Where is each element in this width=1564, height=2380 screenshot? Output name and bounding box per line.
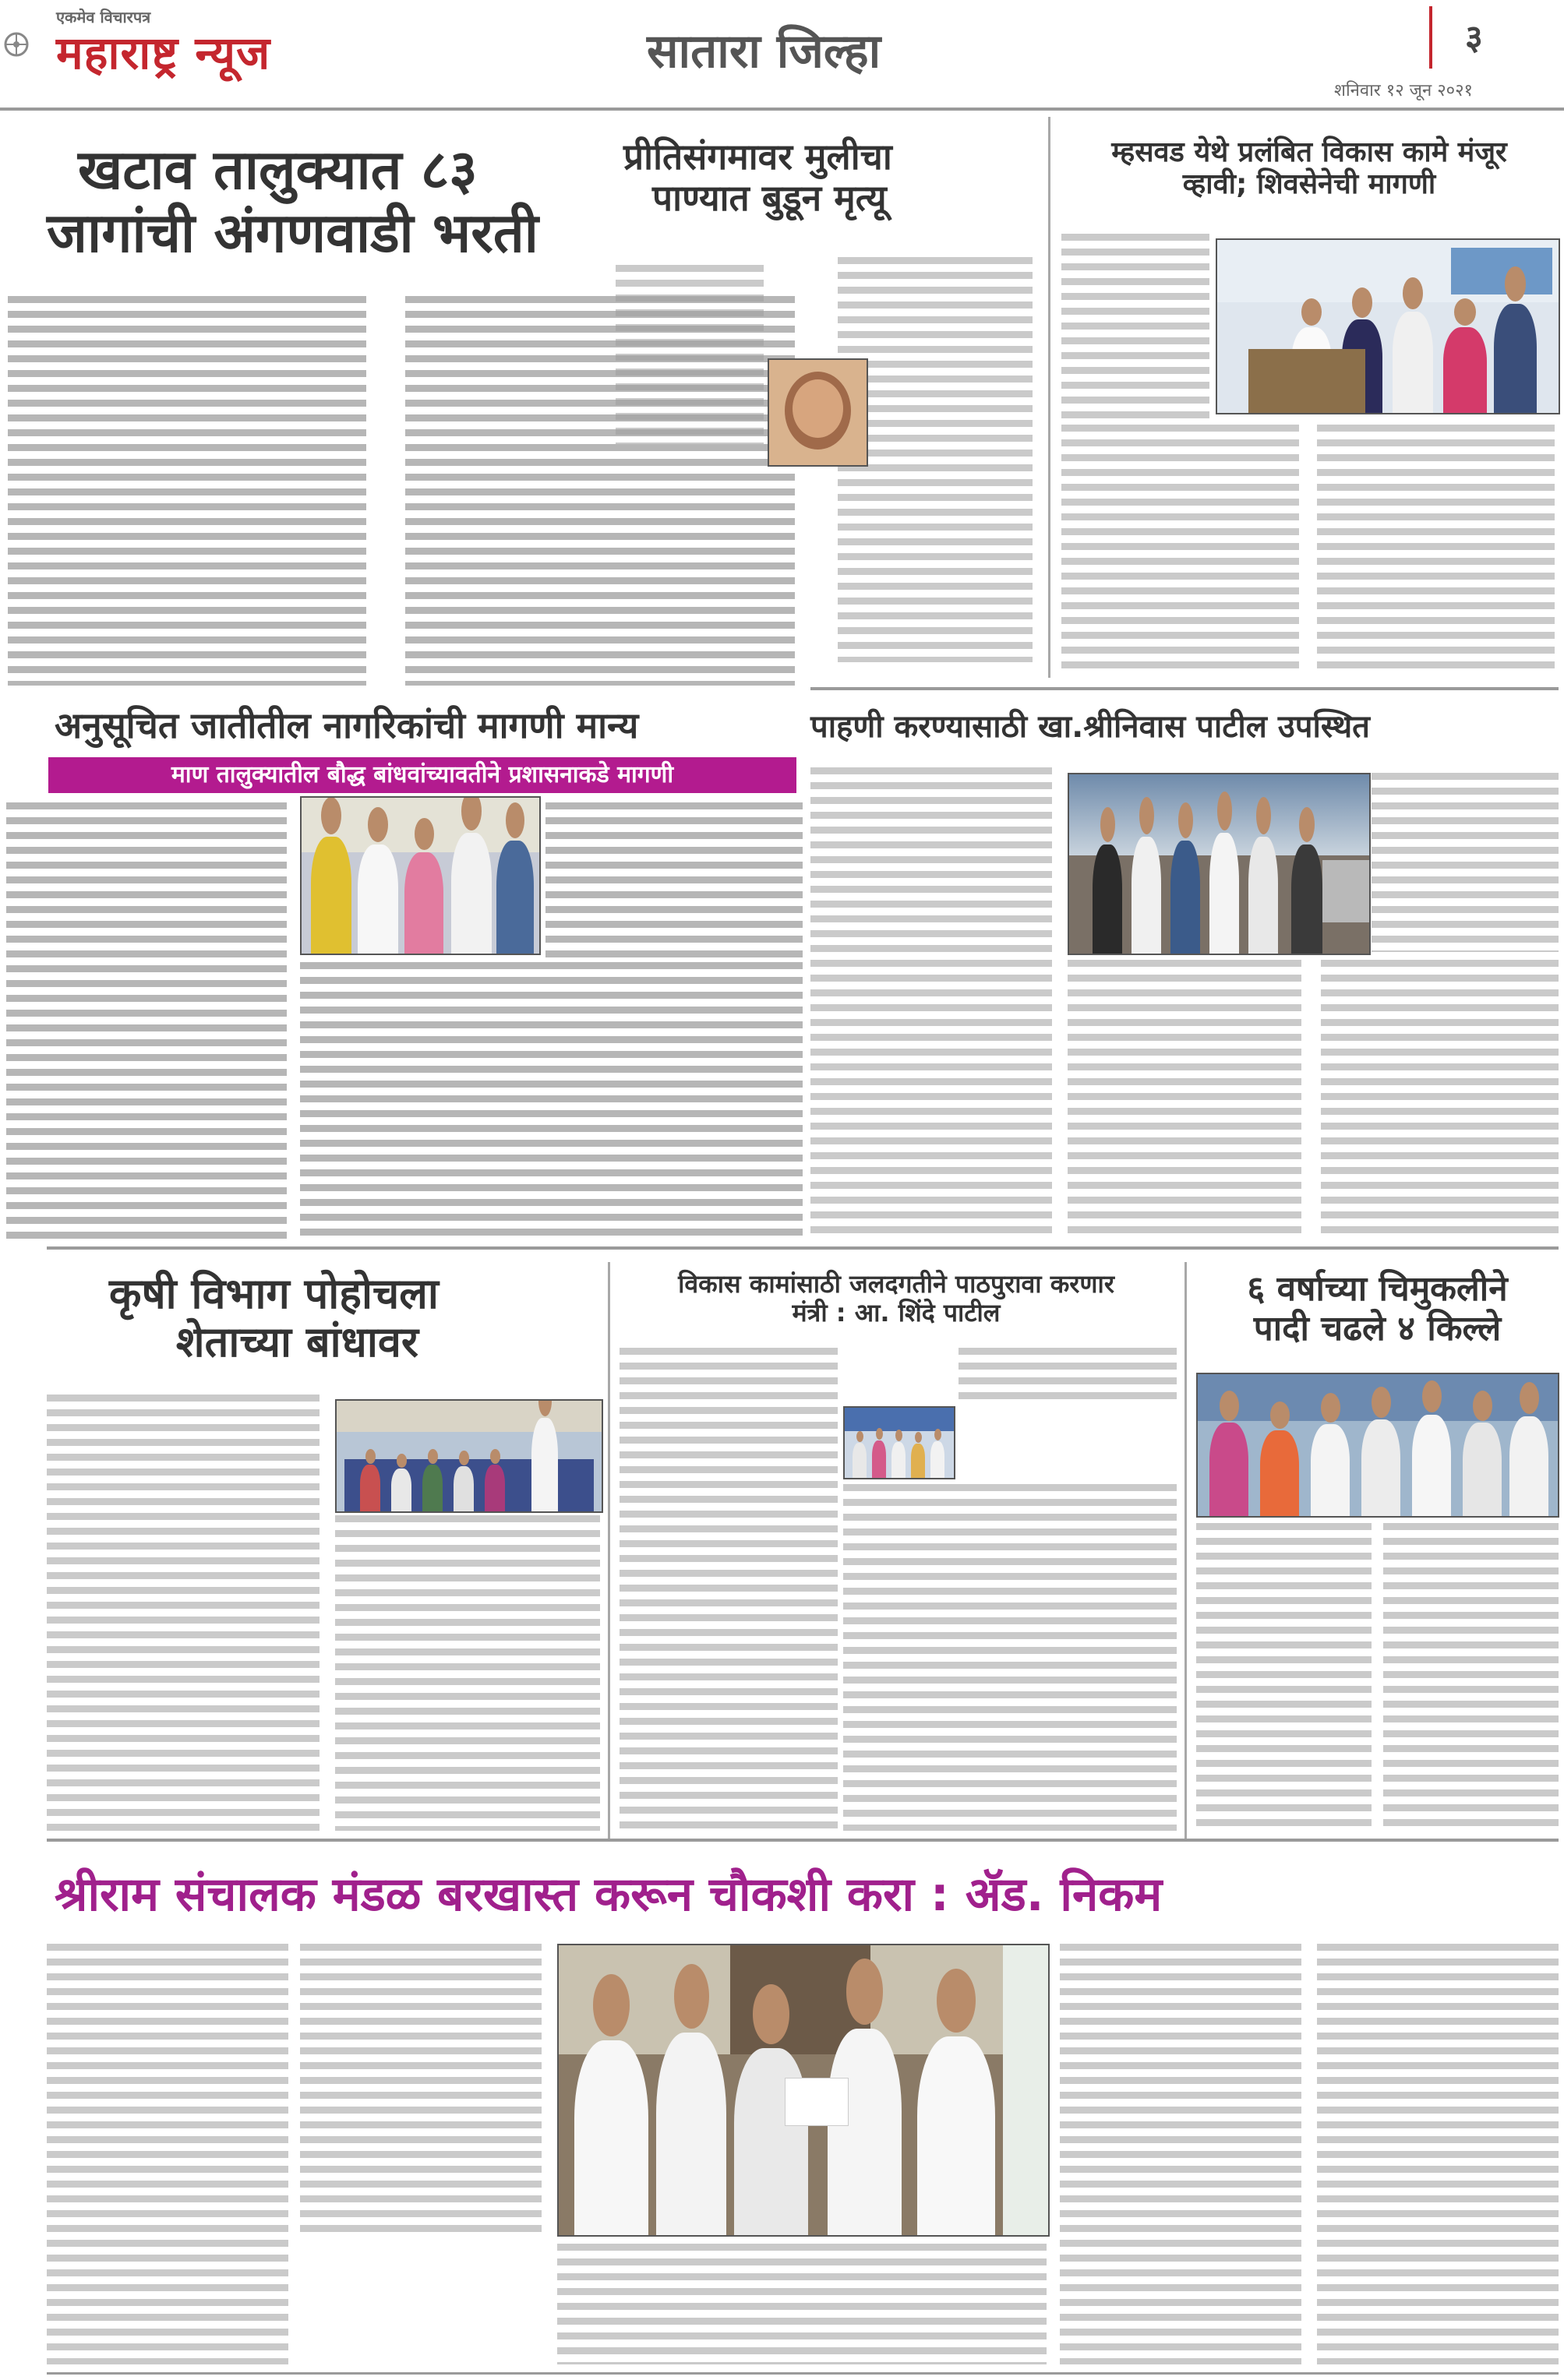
masthead-tagline: एकमेव विचारपत्र [56,8,151,26]
article1-body-col1 [8,296,366,686]
article9-headline: श्रीराम संचालक मंडळ बरखास्त करून चौकशी करा : ॲड. निकम [55,1867,1163,1922]
article2-headline: प्रीतिसंगमावर मुलीचा पाण्यात बुडून मृत्यू [623,136,892,219]
article5-body-col3 [1068,960,1301,1236]
article1-headline: खटाव तालुक्यात ८३ जागांची अंगणवाडी भरती [47,138,538,265]
masthead-title: महाराष्ट्र न्यूज [56,26,271,79]
article9-body-col2 [300,1944,542,2240]
article4-headline: अनुसूचित जातीतील नागरिकांची मागणी मान्य [55,704,639,746]
article4-body-col3 [300,962,803,1239]
article6-headline: कृषी विभाग पोहोचला शेताच्या बांधावर [109,1269,439,1367]
article4-photo [300,796,541,955]
article8-body-col1 [1196,1523,1372,1831]
top-section-rule [810,687,1559,690]
article7-headline: विकास कामांसाठी जलदगतीने पाठपुरावा करणार मंत्री : आ. शिंदे पाटील [678,1269,1114,1328]
article7-body-col3 [843,1484,1177,1831]
article4-subheadline: माण तालुक्यातील बौद्ध बांधवांच्यावतीने प्रशासनाकडे मागणी [171,761,674,788]
article2-photo [768,358,868,467]
article8-body-col2 [1383,1523,1559,1831]
article6-body-col1 [47,1395,320,1831]
article8-headline: ६ वर्षाच्या चिमुकलीने पादी चढले ४ किल्ले [1247,1269,1508,1349]
second-section-rule [47,1246,1559,1250]
article4-body-col1 [6,802,287,1239]
article5-headline: पाहणी करण्यासाठी खा.श्रीनिवास पाटील उपस्थित [810,709,1370,745]
article2-body-col1 [616,265,764,444]
masthead [0,0,1564,117]
third-vertical-rule-1 [608,1262,610,1839]
article7-body-col1 [620,1348,838,1831]
article4-subheadline-bar [48,757,796,793]
article3-headline: म्हसवड येथे प्रलंबित विकास कामे मंजूर व्हावी; शिवसेनेची मागणी [1111,136,1507,201]
article9-body-col1 [47,1944,288,2364]
masthead-divider [1429,6,1432,69]
article9-body-col3 [1060,1944,1301,2364]
third-section-rule [47,1839,1559,1842]
top-vertical-rule [1048,117,1050,678]
article7-photo [843,1406,955,1479]
article9-photo [557,1944,1050,2237]
bottom-rule [47,2372,1559,2375]
article5-body-col4 [1321,960,1559,1236]
article4-body-col2 [545,802,803,958]
article9-body-col4 [1317,1944,1559,2364]
dharma-wheel-icon [3,31,30,58]
section-title: सातारा जिल्हा [647,24,881,79]
article8-photo [1196,1373,1559,1518]
article3-body-col3 [1317,425,1555,674]
article3-body-col2 [1061,425,1299,674]
article5-body-col2 [1372,773,1559,952]
article5-body-col1 [810,767,1052,1235]
article6-photo [335,1399,603,1513]
article3-photo [1216,238,1560,414]
article9-body-col5 [557,2244,1047,2364]
masthead-rule [0,108,1564,111]
article3-body-col1 [1061,234,1209,421]
page-number: ३ [1465,18,1483,58]
date-line: शनिवार १२ जून २०२१ [1334,81,1473,100]
article5-photo [1068,773,1371,955]
third-vertical-rule-2 [1184,1262,1187,1839]
article6-body-col2 [335,1515,600,1831]
article7-body-col2 [959,1348,1177,1402]
